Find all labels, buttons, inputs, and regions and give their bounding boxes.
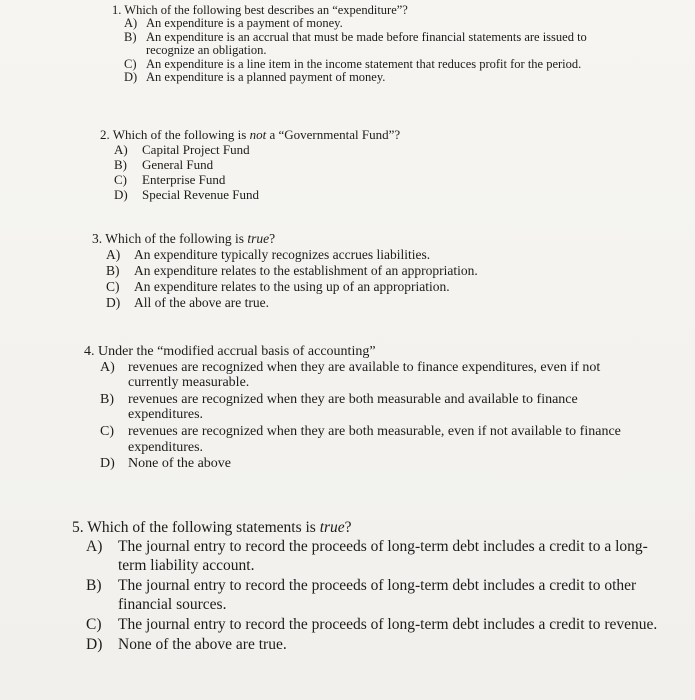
option-letter: A) xyxy=(106,247,121,262)
option-d xyxy=(112,71,592,84)
option-c xyxy=(84,424,644,455)
option-text: An expenditure relates to the establishment of an appropriation. xyxy=(134,263,478,278)
option-letter: B) xyxy=(114,157,127,172)
question-text-end: a “Governmental Fund”? xyxy=(269,127,401,142)
option-a xyxy=(84,360,644,391)
question-text-end: ? xyxy=(269,231,276,246)
question-text: Which of the following is xyxy=(105,231,244,246)
question-3-stem xyxy=(92,231,562,247)
option-text: revenues are recognized when they are available to finance expenditures, even if not currently measurable. xyxy=(128,359,601,391)
option-letter: A) xyxy=(86,538,103,555)
question-number: 4. xyxy=(84,344,95,359)
option-d xyxy=(100,187,520,202)
option-letter: B) xyxy=(124,29,137,44)
option-b xyxy=(112,31,592,58)
option-text: General Fund xyxy=(142,157,214,172)
option-letter: D) xyxy=(114,187,128,202)
question-1-stem xyxy=(112,4,592,17)
question-2-stem xyxy=(100,127,520,142)
option-a xyxy=(100,142,520,157)
option-letter: D) xyxy=(86,636,103,653)
option-text: Special Revenue Fund xyxy=(142,187,259,202)
question-emphasis: true xyxy=(247,231,270,246)
option-letter: A) xyxy=(124,16,138,31)
option-text: revenues are recognized when they are both measurable, even if not available to finance expenditures. xyxy=(128,423,621,455)
option-text: revenues are recognized when they are both measurable and available to finance expenditures. xyxy=(128,391,578,423)
question-number: 1. xyxy=(112,3,122,17)
option-letter: A) xyxy=(114,142,128,157)
option-letter: C) xyxy=(86,616,102,633)
option-text: None of the above are true. xyxy=(118,636,287,653)
option-text: All of the above are true. xyxy=(134,295,269,310)
option-text: Capital Project Fund xyxy=(142,142,250,157)
option-c xyxy=(100,172,520,187)
question-text: Which of the following statements is xyxy=(87,519,316,536)
question-5-stem xyxy=(72,518,672,537)
option-c xyxy=(72,615,672,634)
question-number: 3. xyxy=(92,231,103,246)
option-text: An expenditure is an accrual that must be made before financial statements are issued to recognize an obligation. xyxy=(146,29,587,58)
option-letter: C) xyxy=(114,172,127,187)
option-b xyxy=(72,576,672,614)
option-d xyxy=(84,456,644,472)
option-letter: C) xyxy=(106,279,120,294)
option-letter: B) xyxy=(106,263,120,278)
question-text: Under the “modified accrual basis of accounting” xyxy=(98,344,376,359)
question-5 xyxy=(72,518,672,655)
question-text: Which of the following is xyxy=(112,127,247,142)
option-a xyxy=(92,247,562,263)
question-number: 5. xyxy=(72,519,84,536)
question-4 xyxy=(84,344,644,473)
question-4-stem xyxy=(84,344,644,360)
option-letter: D) xyxy=(124,70,138,85)
option-letter: D) xyxy=(106,295,121,310)
question-emphasis: not xyxy=(249,127,267,142)
option-letter: C) xyxy=(100,423,114,439)
question-text-end: ? xyxy=(344,519,352,536)
option-c xyxy=(112,58,592,71)
option-text: An expenditure is a planned payment of money. xyxy=(146,70,386,85)
option-text: An expenditure is a line item in the income statement that reduces profit for the period. xyxy=(146,56,582,71)
option-letter: B) xyxy=(100,391,114,407)
option-d xyxy=(72,635,672,654)
option-b xyxy=(84,392,644,423)
option-d xyxy=(92,295,562,311)
question-3 xyxy=(92,231,562,311)
option-b xyxy=(92,263,562,279)
question-emphasis: true xyxy=(319,519,345,536)
option-text: The journal entry to record the proceeds of long-term debt includes a credit to revenue. xyxy=(118,616,658,633)
option-letter: B) xyxy=(86,577,102,594)
option-letter: A) xyxy=(100,359,115,375)
option-letter: D) xyxy=(100,456,115,472)
question-number: 2. xyxy=(100,127,110,142)
option-b xyxy=(100,157,520,172)
option-text: An expenditure typically recognizes accrues liabilities. xyxy=(134,247,431,262)
question-text: Which of the following best describes an “expenditure”? xyxy=(124,3,408,17)
option-text: The journal entry to record the proceeds of long-term debt includes a credit to a long-term liability account. xyxy=(118,538,648,574)
option-text: Enterprise Fund xyxy=(142,172,226,187)
option-c xyxy=(92,279,562,295)
option-text: None of the above xyxy=(128,456,232,472)
option-letter: C) xyxy=(124,56,137,71)
option-a xyxy=(72,537,672,575)
option-text: An expenditure relates to the using up of an appropriation. xyxy=(134,279,450,294)
question-1 xyxy=(112,4,592,84)
option-text: The journal entry to record the proceeds of long-term debt includes a credit to other financial sources. xyxy=(118,577,637,613)
option-text: An expenditure is a payment of money. xyxy=(146,16,343,31)
question-2 xyxy=(100,127,520,202)
option-a xyxy=(112,17,592,30)
